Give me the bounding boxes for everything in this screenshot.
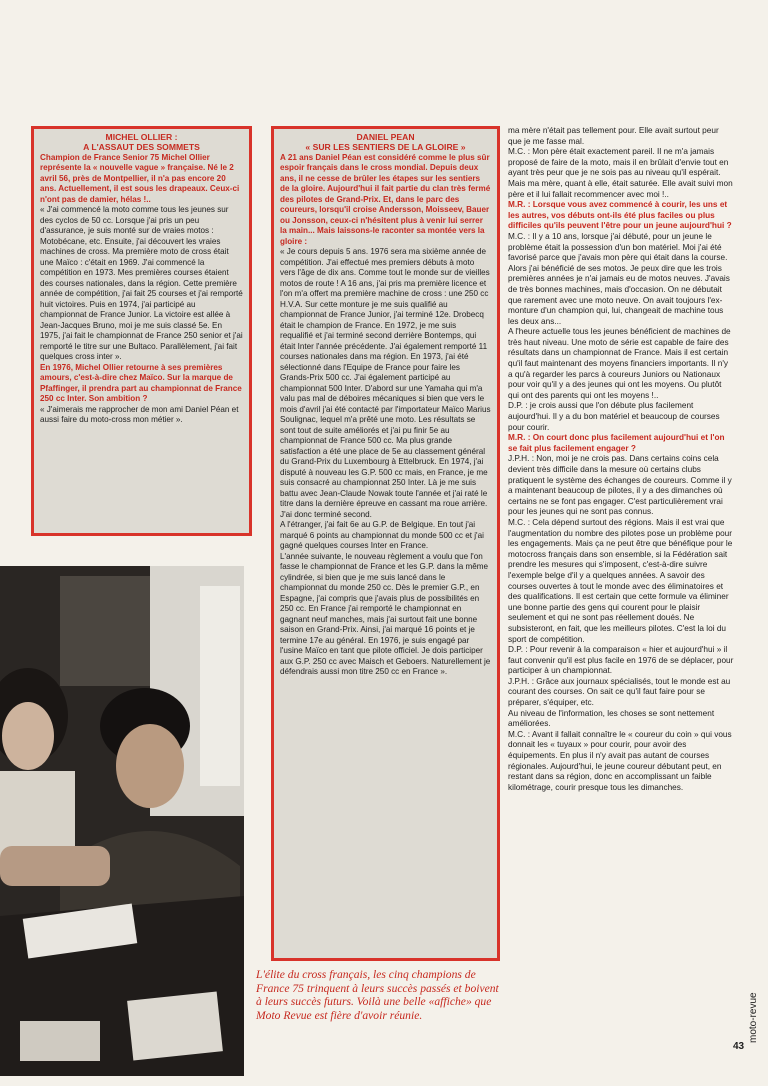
heading-pean-2: « SUR LES SENTIERS DE LA GLOIRE » [305,142,466,153]
heading-ollier-1: MICHEL OLLIER : [105,132,178,142]
photo-motocross-champions [0,566,244,1076]
interview-jph2: J.P.H. : Grâce aux journaux spécialisés, tout le monde est au courant des courses. On sait ce qu'il faut faire pour se préparer, s'équiper, etc. [508,676,731,708]
interview-mc1: M.C. : Mon père était exactement pareil. Il ne m'a jamais proposé de faire de la moto, mais il en brûlait d'envie tout en ayant très peur que je ne sois pas au niveau qu'il espérait. Mais ma mère, quant à elle, était saturée. Elle avait suivi mon père et il lui fallait recommencer avec moi !.. [508,147,733,199]
question-ollier: En 1976, Michel Ollier retourne à ses premières amours, c'est-à-dire chez Maïco. Sur la marque de Pfaffinger, il prendra part au championnat de France 250 cc Inter. Son ambition ? [40,362,242,404]
body-pean-2: A l'étranger, j'ai fait 6e au G.P. de Belgique. En tout j'ai marqué 6 points au championnat du monde 500 cc et j'ai gagné quelques courses Inter en France. [280,520,484,551]
heading-pean-1: DANIEL PEAN [356,132,415,142]
interview-mc3: M.C. : Cela dépend surtout des régions. Mais il est vrai que l'augmentation du nombre des pilotes pose un problème pour les engagements. Mais ça ne peut être que bénéfique pour le motocross français dans son ensemble, si la Fédération sait prendre les mesures qui s'imposent, c'est-à-dire suivre l'exemple belge d'il y a quelques années. A savoir des courses ouvertes à tout le monde avec des éliminatoires et des qualifications. Il est certain que cette formule va éliminer une bonne partie des gens qui courent pour le plaisir seulement et qui ne sont pas réellement doués. Ne subsisteront, en fait, que les meilleurs pilotes. C'est la loi du sport de compétition. [508,517,733,644]
interview-mc4: M.C. : Avant il fallait connaître le « coureur du coin » qui vous donnait les « tuyaux » pour courir, pour avoir des équipements. En plus il n'y avait pas autant de courses régionales. Aujourd'hui, le jeune coureur débutant peut, en restant dans sa région, donc en accomplissant un faible kilométrage, courir presque tous les dimanches. [508,729,732,792]
photo-caption: L'élite du cross français, les cinq champions de France 75 trinquent à leurs succès passés et boivent à leurs succès futurs. Voilà une belle «affiche» que Moto Revue est fière d'avoir réunie. [256,968,499,1022]
sidebar-box-ollier [31,126,252,536]
body-pean-1: « Je cours depuis 5 ans. 1976 sera ma sixième année de compétition. J'ai effectué mes premiers débuts à moto vers l'âge de dix ans. Comme tout le monde sur de vieilles motos de route ! A 16 ans, j'ai pris ma première licence et l'on m'a offert ma première machine de cross : une 250 cc H.V.A. Sur cette monture je me suis qualifié au championnat de France Junior, j'ai terminé 12e. Drobecq était le champion de France. En 1972, je me suis requalifié et j'ai terminé second derrière Bontemps, qui était Inter l'année précédente. J'ai également remporté 11 courses nationales dans ma région. En 1973, j'ai été sélectionné dans l'Equipe de France pour faire les Grands-Prix 500 cc. J'ai également participé au championnat 500 Inter. D'abord sur une Yamaha qui m'a valu pas mal de déboires mécaniques si bien que vers le mois d'avril j'ai été contacté par l'importateur Maïco Marius Soulignac, lequel m'a prêté une moto. Les résultats se sont tout de suite améliorés et j'ai pu finir 5e au championnat de France 500 cc. Ma plus grande satisfaction a été une place de 5e au classement général du Grand-Prix du Luxembourg à Ettelbruck. En 1974, j'ai disputé à nouveau les G.P. 500 cc mais, en France, je me suis consacré au championnat 250 Inter. Là je me suis battu avec Jean-Claude Nowak toute l'année et j'ai raté le titre dans la dernière épreuve en cassant ma roue arrière. J'ai donc terminé second. [280,247,491,519]
interview-question-1: M.R. : Lorsque vous avez commencé à courir, les uns et les autres, vos débuts ont-ils été plus faciles ou plus difficiles qu'ils peuvent l'être pour un jeune aujourd'hui ? [508,200,732,231]
interview-question-2: M.R. : On court donc plus facilement aujourd'hui et l'on se fait plus facilement engager ? [508,433,725,453]
interview-intro: ma mère n'était pas tellement pour. Elle avait surtout peur que je me fasse mal. [508,126,719,146]
body-pean-3: L'année suivante, le nouveau règlement a voulu que l'on fasse le championnat de France et les G.P. dans la même cylindrée, si bien que je me suis lancé dans le championnat du monde 250 cc. Dès le premier G.P., en Espagne, j'ai compris que j'avais plus de possibilités en 250 cc. En France j'ai remporté le championnat en gagnant neuf manches, mais j'ai surtout fait une bonne saison en Grand-Prix. Ainsi, j'ai marqué 16 points et je termine 17e au général. En 1976, je suis engagé par l'usine Maïco en tant que pilote officiel. Je dois participer aux G.P. 250 cc avec Maisch et Geboers. Naturellement je défendrais aussi mon titre 250 cc en France ». [280,551,491,677]
heading-ollier-2: A L'ASSAUT DES SOMMETS [83,142,200,153]
intro-ollier: Champion de France Senior 75 Michel Ollier représente la « nouvelle vague » française. Né le 2 avril 56, près de Montpellier, il n'a pas encore 20 ans. Actuellement, il est sous les drapeaux. Ceux-ci n'ont pas de damier, hélas !.. [40,152,240,204]
interview-mc2: M.C. : Il y a 10 ans, lorsque j'ai débuté, pour un jeune le problème était la possession d'un bon matériel. Moi j'ai été favorisé parce que j'avais mon père qui était dans la course. Alors j'ai bénéficié de ses motos. Je peux dire que les trois premières années je n'ai jamais eu de motos neuves. J'avais de très bonnes machines, mais d'occasion. On ne débutait que rarement avec une moto neuve. On avait toujours l'ex-monture d'un champion qui, lui, changeait de machine tous les deux ans... [508,231,730,326]
interview-p1: A l'heure actuelle tous les jeunes bénéficient de machines de très haut niveau. Une moto de série est capable de faire des résultats dans un championnat de France. Mais il est certain qu'il faut maintenant des moyens financiers importants. Il n'y a qu'à regarder les parcs à coureurs Juniors ou Nationaux pour voir qu'il y a des jeunes qui ont les moyens. Ou plutôt qui ont des parents qui ont les moyens !.. [508,327,731,400]
intro-pean: A 21 ans Daniel Péan est considéré comme le plus sûr espoir français dans le cross mondial. Depuis deux ans, il ne cesse de brûler les étapes sur les sentiers de la gloire. Aujourd'hui il fait partie du clan très fermé des pilotes de Grand-Prix. Et, dans le parc des coureurs, lorsqu'il croise Andersson, Moisseev, Bauer ou Jonsson, ceux-ci n'hésitent plus à venir lui serrer la main... Mais laissons-le raconter sa montée vers la gloire : [280,152,491,246]
interview-p2: Au niveau de l'information, les choses se sont nettement améliorées. [508,708,715,729]
interview-dp1: D.P. : je crois aussi que l'on débute plus facilement aujourd'hui. Il y a du bon matériel et beaucoup de courses pour courir. [508,401,720,432]
interview-dp2: D.P. : Pour revenir à la comparaison « hier et aujourd'hui » il faut convenir qu'il est plus facile en 1976 de se déplacer, pour participer à un championnat. [508,645,734,676]
magazine-label [742,985,762,1045]
page-number: 43 [733,1041,745,1052]
interview-column [508,126,734,1072]
answer-ollier: « J'aimerais me rapprocher de mon ami Daniel Péan et aussi faire du moto-cross mon métier ». [40,404,239,425]
sidebar-box-pean [271,126,500,961]
interview-jph1: J.P.H. : Non, moi je ne crois pas. Dans certains coins cela devient très difficile dans la mesure où certains clubs pratiquent le système des échanges de coureurs. Comme il y a maintenant beaucoup de pilotes, il y a des dimanches où certains ne se font pas engager. C'est particulièrement vrai pour les jeunes qui ne sont pas connus. [508,454,732,517]
magazine-label-text: moto-revue [748,992,759,1043]
body-ollier: « J'ai commencé la moto comme tous les jeunes sur des cyclos de 50 cc. Lorsque j'ai pris un peu d'assurance, je suis monté sur de vraies motos : Motobécane, etc. Ensuite, j'ai découvert les vraies machines de cross. Ma première moto de cross était une Maïco : c'était en 1969. J'ai commencé la compétition en 1973. Mes premières courses étaient des courses nationales, dans la région. Cette première année de compétition, j'ai fait 25 courses et j'ai remporté huit victoires. Puis en 1974, j'ai participé au championnat de France Junior. La victoire est allée à Jean-Jacques Bruno, moi je me suis classé 5e. En 1975, j'ai fait le championnat de France 250 senior et j'ai remporté le titre sur une Bultaco. Parallèlement, j'ai fait quelques cross inter ». [40,205,243,362]
